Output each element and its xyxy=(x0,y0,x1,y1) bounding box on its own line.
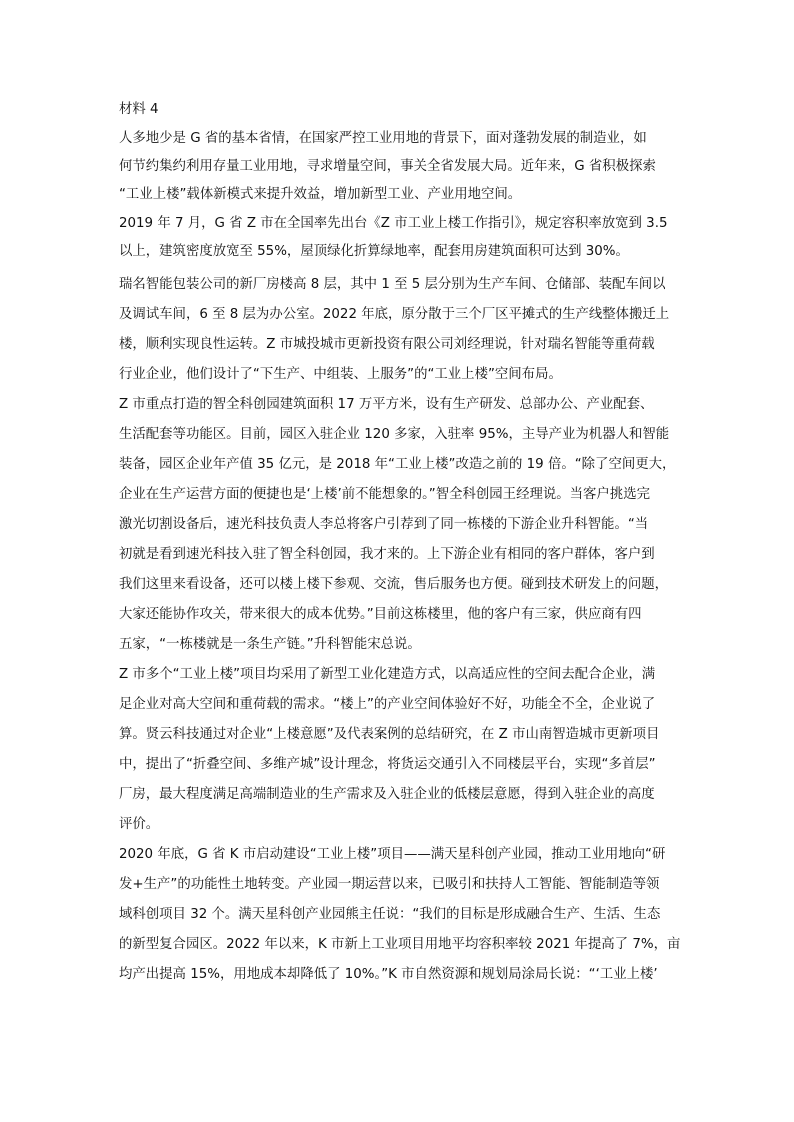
text-line: 厂房，最大程度满足高端制造业的生产需求及入驻企业的低楼层意愿，得到入驻企业的高度 xyxy=(119,787,655,802)
material-heading: 材料 4 xyxy=(119,102,159,117)
text-line: 以上，建筑密度放宽至 55%，屋顶绿化折算绿地率，配套用房建筑面积可达到 30%。 xyxy=(119,244,629,259)
text-line: 算。贤云科技通过对企业“上楼意愿”及代表案例的总结研究，在 Z 市山南智造城市更新项目 xyxy=(119,727,660,742)
text-line: 及调试车间，6 至 8 层为办公室。2022 年底，原分散于三个厂区平摊式的生产线整体搬迁上 xyxy=(119,307,670,322)
text-line: 五家，“一栋楼就是一条生产链。”升科智能宋总说。 xyxy=(119,637,421,652)
text-line: Z 市重点打造的智全科创园建筑面积 17 万平方米，设有生产研发、总部办公、产业配套、 xyxy=(119,397,654,412)
text-line: 企业在生产运营方面的便捷也是‘上楼’前不能想象的。”智全科创园王经理说。当客户挑选完 xyxy=(119,487,650,502)
text-line: 激光切割设备后，速光科技负责人李总将客户引荐到了同一栋楼的下游企业升科智能。“当 xyxy=(119,517,649,532)
text-line: 域科创项目 32 个。满天星科创产业园熊主任说：“我们的目标是形成融合生产、生活、生态 xyxy=(119,907,661,922)
text-line: 瑞名智能包装公司的新厂房楼高 8 层，其中 1 至 5 层分别为生产车间、仓储部、装配车间以 xyxy=(119,277,666,292)
text-line: 足企业对高大空间和重荷载的需求。“楼上”的产业空间体验好不好，功能全不全，企业说了 xyxy=(119,697,656,712)
text-line: 初就是看到速光科技入驻了智全科创园，我才来的。上下游企业有相同的客户群体，客户到 xyxy=(119,547,655,562)
text-line: “工业上楼”载体新模式来提升效益，增加新型工业、产业用地空间。 xyxy=(119,187,522,202)
text-line: 我们这里来看设备，还可以楼上楼下参观、交流，售后服务也方便。碰到技术研发上的问题， xyxy=(119,577,669,592)
text-line: 2020 年底，G 省 K 市启动建设“工业上楼”项目——满天星科创产业园，推动工业用地向“研 xyxy=(119,847,666,862)
text-line: 大家还能协作攻关，带来很大的成本优势。”目前这栋楼里，他的客户有三家，供应商有四 xyxy=(119,607,642,622)
text-line: 行业企业，他们设计了“下生产、中组装、上服务”的“工业上楼”空间布局。 xyxy=(119,367,562,382)
text-line: 何节约集约利用存量工业用地，寻求增量空间，事关全省发展大局。近年来，G 省积极探索 xyxy=(119,159,656,174)
text-line: 的新型复合园区。2022 年以来，K 市新上工业项目用地平均容积率较 2021 年提高了 7%，亩 xyxy=(119,937,681,952)
text-line: 生活配套等功能区。目前，园区入驻企业 120 多家，入驻率 95%，主导产业为机器人和智能 xyxy=(119,427,670,442)
text-line: 中，提出了“折叠空间、多维产城”设计理念，将货运交通引入不同楼层平台，实现“多首层” xyxy=(119,757,656,772)
text-line: 均产出提高 15%，用地成本却降低了 10%。”K 市自然资源和规划局涂局长说：“‘工业上楼’ xyxy=(119,967,658,982)
text-line: 2019 年 7 月，G 省 Z 市在全国率先出台《Z 市工业上楼工作指引》，规定容积率放宽到 3.5 xyxy=(119,216,668,231)
text-line: 人多地少是 G 省的基本省情，在国家严控工业用地的背景下，面对蓬勃发展的制造业，如 xyxy=(119,131,647,146)
text-line: Z 市多个“工业上楼”项目均采用了新型工业化建造方式，以高适应性的空间去配合企业，满 xyxy=(119,667,656,682)
text-line: 评价。 xyxy=(119,817,160,832)
text-line: 楼，顺利实现良性运转。Z 市城投城市更新投资有限公司刘经理说，针对瑞名智能等重荷载 xyxy=(119,337,655,352)
text-line: 装备，园区企业年产值 35 亿元，是 2018 年“工业上楼”改造之前的 19 倍。“除了空间更大， xyxy=(119,457,676,472)
text-line: 发+生产”的功能性土地转变。产业园一期运营以来，已吸引和扶持人工智能、智能制造等领 xyxy=(119,877,660,892)
